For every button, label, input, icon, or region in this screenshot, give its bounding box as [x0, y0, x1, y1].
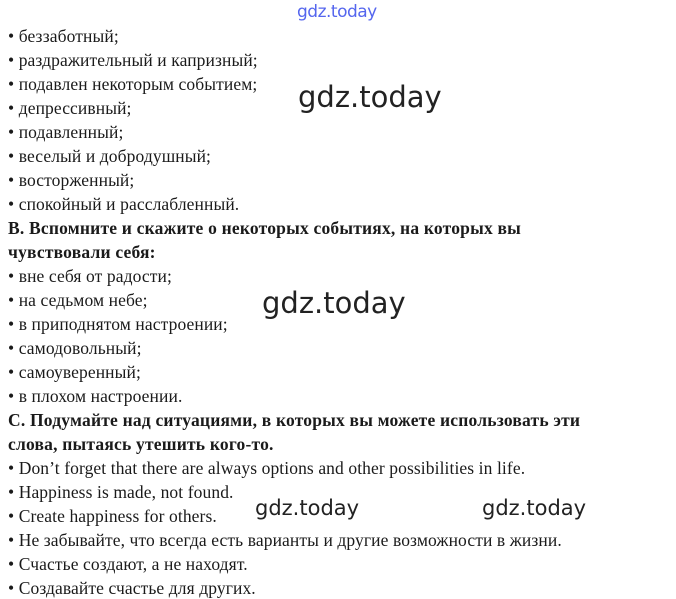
- list-item: • Happiness is made, not found.: [8, 482, 234, 502]
- list-item: • Не забывайте, что всегда есть варианты и другие возможности в жизни.: [8, 530, 562, 550]
- list-item: • Счастье создают, а не находят.: [8, 554, 248, 574]
- list-item: • Don’t forget that there are always options and other possibilities in life.: [8, 458, 526, 478]
- list-item: • беззаботный;: [8, 26, 119, 46]
- section-c-heading: C. Подумайте над ситуациями, в которых вы можете использовать эти: [8, 410, 581, 430]
- watermark-4: gdz.today: [482, 496, 587, 520]
- section-b-heading-cont: чувствовали себя:: [8, 242, 156, 262]
- list-item: • самодовольный;: [8, 338, 142, 358]
- list-item: • раздражительный и капризный;: [8, 50, 258, 70]
- list-item: • депрессивный;: [8, 98, 132, 118]
- list-item: • веселый и добродушный;: [8, 146, 212, 166]
- list-item: • спокойный и расслабленный.: [8, 194, 240, 214]
- watermark-3: gdz.today: [255, 496, 360, 520]
- watermark-top: gdz.today: [297, 2, 377, 22]
- section-c-heading-cont: слова, пытаясь утешить кого-то.: [8, 434, 274, 454]
- list-item: • в приподнятом настроении;: [8, 314, 228, 334]
- list-item: • Создавайте счастье для других.: [8, 578, 256, 598]
- list-item: • восторженный;: [8, 170, 135, 190]
- list-item: • Create happiness for others.: [8, 506, 217, 526]
- section-b-heading: B. Вспомните и скажите о некоторых событиях, на которых вы: [8, 218, 521, 238]
- watermark-1: gdz.today: [298, 80, 442, 114]
- list-item: • на седьмом небе;: [8, 290, 148, 310]
- list-item: • самоуверенный;: [8, 362, 141, 382]
- list-item: • в плохом настроении.: [8, 386, 183, 406]
- list-item: • подавленный;: [8, 122, 124, 142]
- list-item: • подавлен некоторым событием;: [8, 74, 258, 94]
- watermark-2: gdz.today: [262, 286, 406, 320]
- list-item: • вне себя от радости;: [8, 266, 172, 286]
